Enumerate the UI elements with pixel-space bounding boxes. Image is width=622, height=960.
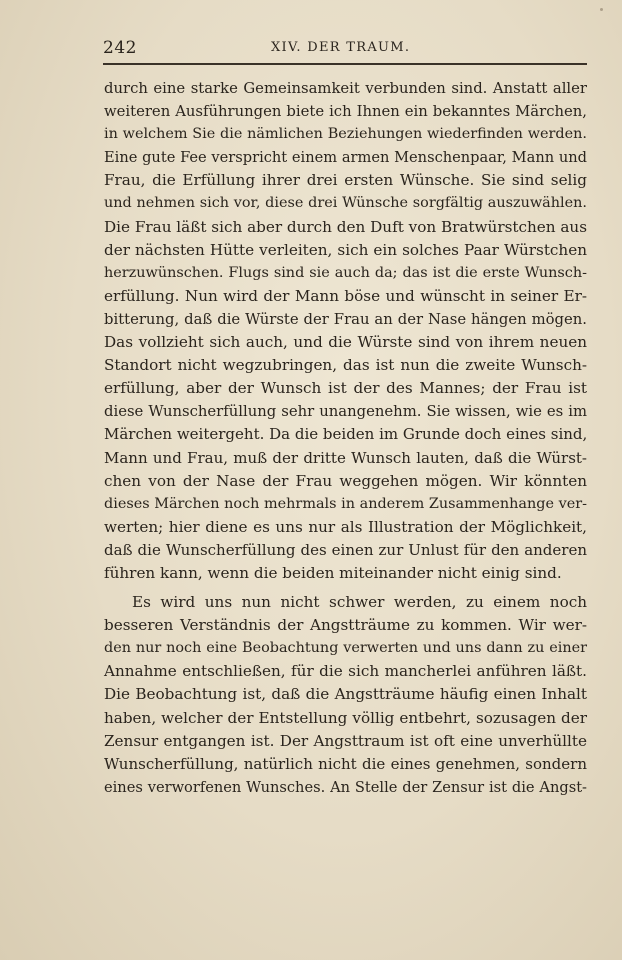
- running-head: XIV. DER TRAUM.: [271, 40, 411, 55]
- text-line: Zensur entgangen ist. Der Angsttraum ist oft eine unverhüllte: [104, 731, 587, 750]
- text-line: Es wird uns nun nicht schwer werden, zu einem noch: [132, 593, 587, 612]
- text-line: Die Frau läßt sich aber durch den Duft von Bratwürstchen aus: [104, 217, 587, 236]
- text-line: Standort nicht wegzubringen, das ist nun die zweite Wunsch-: [104, 356, 587, 375]
- text-line: chen von der Nase der Frau weggehen mögen. Wir könnten: [104, 471, 587, 490]
- body-text: [104, 77, 587, 799]
- paper-speck: [600, 8, 603, 11]
- text-line: haben, welcher der Entstellung völlig entbehrt, sozusagen der: [104, 708, 587, 727]
- text-line: dieses Märchen noch mehrmals in anderem Zusammenhange ver-: [104, 495, 587, 512]
- text-line: Märchen weitergeht. Da die beiden im Grunde doch eines sind,: [104, 425, 588, 444]
- text-line: durch eine starke Gemeinsamkeit verbunden sind. Anstatt aller: [104, 80, 587, 97]
- text-line: erfüllung, aber der Wunsch ist der des Mannes; der Frau ist: [104, 379, 587, 398]
- text-line: herzuwünschen. Flugs sind sie auch da; das ist die erste Wunsch-: [104, 264, 587, 281]
- text-line: den nur noch eine Beobachtung verwerten und uns dann zu einer: [104, 640, 587, 657]
- page-header: [103, 36, 587, 60]
- text-line: Annahme entschließen, für die sich mancherlei anführen läßt.: [104, 662, 587, 681]
- text-line: Wunscherfüllung, natürlich nicht die eines genehmen, sondern: [104, 754, 587, 773]
- text-line: Mann und Frau, muß der dritte Wunsch lauten, daß die Würst-: [104, 448, 587, 467]
- text-line: und nehmen sich vor, diese drei Wünsche sorgfältig auszuwählen.: [104, 195, 587, 212]
- text-line: weiteren Ausführungen biete ich Ihnen ein bekanntes Märchen,: [104, 103, 587, 121]
- text-line: Das vollzieht sich auch, und die Würste sind von ihrem neuen: [104, 333, 587, 352]
- paragraph-2: [104, 591, 587, 799]
- text-line: besseren Verständnis der Angstträume zu kommen. Wir wer-: [104, 616, 587, 635]
- text-line: Die Beobachtung ist, daß die Angstträume häufig einen Inhalt: [104, 685, 587, 704]
- text-line: Eine gute Fee verspricht einem armen Menschenpaar, Mann und: [104, 149, 587, 167]
- text-line: Frau, die Erfüllung ihrer drei ersten Wünsche. Sie sind selig: [104, 171, 587, 190]
- text-line: in welchem Sie die nämlichen Beziehungen wiederfinden werden.: [104, 126, 587, 143]
- paragraph-1: [104, 77, 587, 585]
- text-line: erfüllung. Nun wird der Mann böse und wünscht in seiner Er-: [104, 286, 587, 305]
- text-line: führen kann, wenn die beiden miteinander nicht einig sind.: [104, 563, 562, 582]
- text-line: werten; hier diene es uns nur als Illustration der Möglichkeit,: [104, 517, 587, 536]
- text-line: eines verworfenen Wunsches. An Stelle der Zensur ist die Angst-: [104, 778, 587, 796]
- text-line: der nächsten Hütte verleiten, sich ein solches Paar Würstchen: [104, 240, 587, 259]
- header-rule: [103, 63, 587, 65]
- page-number: 242: [103, 38, 137, 58]
- text-line: daß die Wunscherfüllung des einen zur Unlust für den anderen: [104, 540, 587, 559]
- text-line: bitterung, daß die Würste der Frau an der Nase hängen mögen.: [104, 310, 587, 328]
- text-line: diese Wunscherfüllung sehr unangenehm. Sie wissen, wie es im: [104, 403, 587, 421]
